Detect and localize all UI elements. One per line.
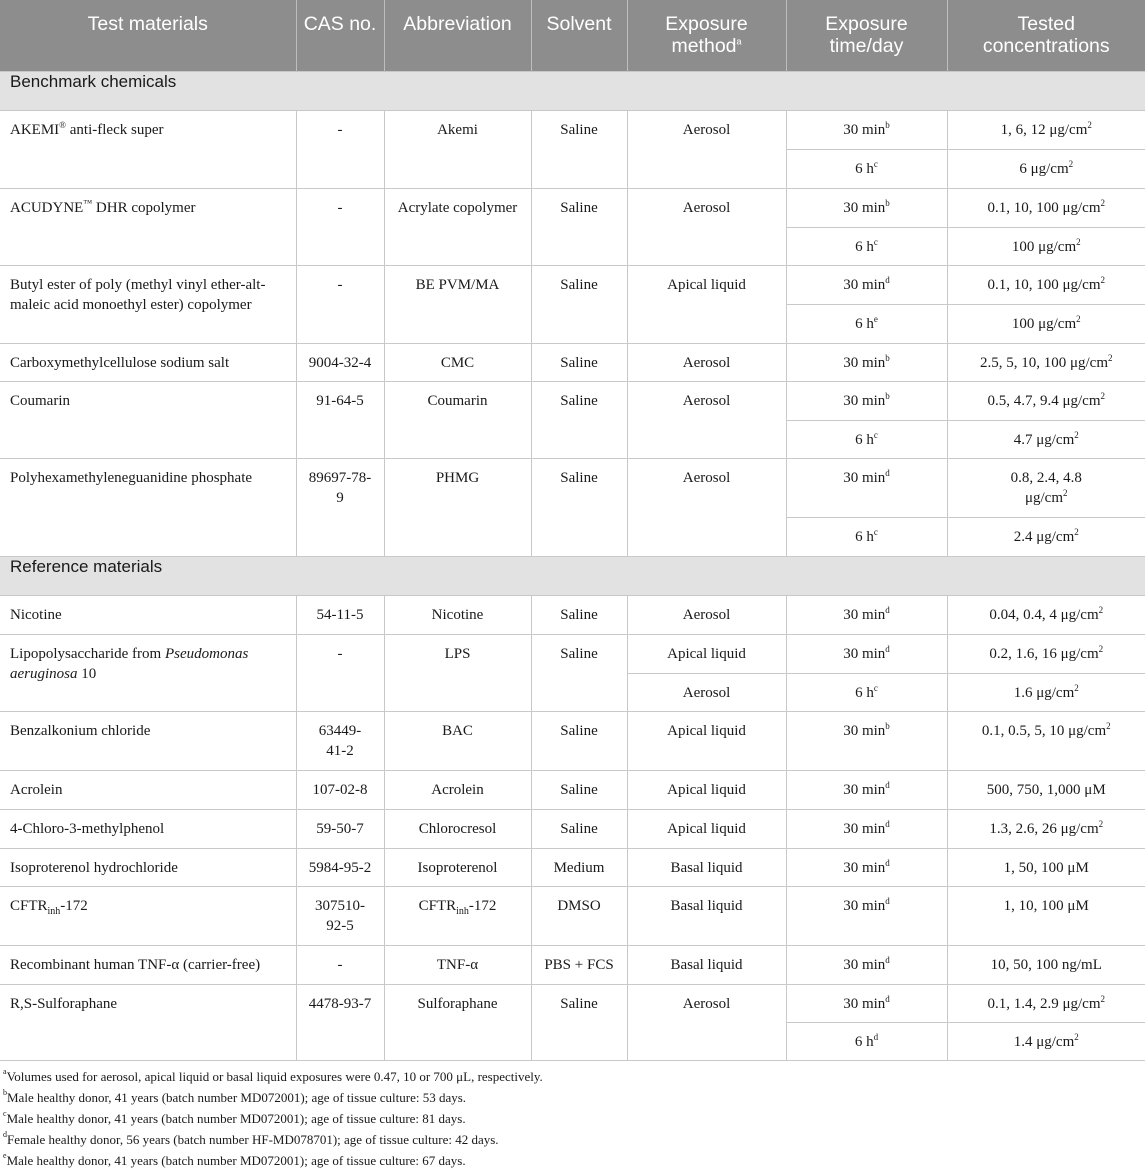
concentrations: 0.04, 0.4, 4 $\mu g/cm^2$	[947, 595, 1145, 634]
abbreviation: LPS	[384, 634, 531, 711]
material-name: $CFTR_{inh}-172$	[0, 886, 296, 945]
concentrations: 0.1, 10, 100 $\mu g/cm^2$	[947, 188, 1145, 227]
solvent: Saline	[531, 458, 627, 556]
concentrations: 500, 750, 1,000 μM	[947, 770, 1145, 809]
abbreviation: BAC	[384, 711, 531, 770]
table-row	[0, 984, 1145, 1022]
exposure-time: 30 $\min^d$	[786, 265, 947, 304]
exposure-time: 30 $\min^d$	[786, 945, 947, 984]
exposure-method: Aerosol	[627, 458, 786, 556]
cas-number: 54-11-5	[296, 595, 384, 634]
solvent: Saline	[531, 381, 627, 458]
section-title: Reference materials	[0, 556, 1145, 595]
table-row	[0, 188, 1145, 227]
abbreviation: Acrylate copolymer	[384, 188, 531, 265]
concentrations: 0.2, 1.6, 16 $\mu g/cm^2$	[947, 634, 1145, 673]
cas-number: 4478-93-7	[296, 984, 384, 1060]
exposure-method: Apical liquid	[627, 770, 786, 809]
exposure-method: Aerosol	[627, 673, 786, 711]
concentrations: 0.5, 4.7, 9.4 $\mu g/cm^2$	[947, 381, 1145, 420]
cas-number: 59-50-7	[296, 809, 384, 848]
table-row	[0, 595, 1145, 634]
exposure-time: 30 $\min^d$	[786, 595, 947, 634]
abbreviation: Akemi	[384, 110, 531, 188]
table-row	[0, 634, 1145, 673]
exposure-time: 30 $\min^d$	[786, 984, 947, 1022]
solvent: Saline	[531, 770, 627, 809]
exposure-time: 30 $\min^d$	[786, 809, 947, 848]
exposure-time: 30 $\min^d$	[786, 886, 947, 945]
concentrations: 1, 50, 100 μM	[947, 848, 1145, 886]
table-row	[0, 945, 1145, 984]
concentrations: 100 $\mu g/cm^2$	[947, 304, 1145, 343]
exposure-time: 30 $\min^b$	[786, 381, 947, 420]
footnote-c: $^c$Male healthy donor, 41 years (batch number MD072001); age of tissue culture: 81 days.	[3, 1109, 466, 1126]
solvent: PBS + FCS	[531, 945, 627, 984]
material-name: Polyhexamethyleneguanidine phosphate	[0, 458, 296, 556]
cas-number: 63449-41-2	[296, 711, 384, 770]
concentrations: 2.4 $\mu g/cm^2$	[947, 517, 1145, 556]
exposure-time: 30 $\min^d$	[786, 634, 947, 673]
concentrations: 0.8, 2.4, 4.8 $\mu g/cm^2$	[947, 458, 1145, 517]
table-row	[0, 265, 1145, 304]
exposure-time: 6 $h^c$	[786, 227, 947, 265]
exposure-method: Apical liquid	[627, 634, 786, 673]
material-name: Lipopolysaccharide from Pseudomonas aeruginosa 10	[0, 634, 296, 711]
solvent: Saline	[531, 265, 627, 343]
table-row	[0, 343, 1145, 381]
cas-number: 5984-95-2	[296, 848, 384, 886]
material-name: Benzalkonium chloride	[0, 711, 296, 770]
exposure-time: 30 $\min^b$	[786, 343, 947, 381]
exposure-method: Basal liquid	[627, 848, 786, 886]
cas-number: 107-02-8	[296, 770, 384, 809]
table-row	[0, 458, 1145, 517]
footnotes	[0, 1066, 1145, 1171]
exposure-time: 6 $h^d$	[786, 1022, 947, 1060]
concentrations: 1, 10, 100 μM	[947, 886, 1145, 945]
exposure-time: 30 $\min^b$	[786, 110, 947, 149]
concentrations: 4.7 $\mu g/cm^2$	[947, 420, 1145, 458]
section-row-reference	[0, 556, 1145, 595]
header-solvent: Solvent	[531, 0, 627, 71]
solvent: Saline	[531, 984, 627, 1060]
material-name: Nicotine	[0, 595, 296, 634]
header-cas-no: CAS no.	[296, 0, 384, 71]
table-row	[0, 770, 1145, 809]
exposure-time: 6 $h^c$	[786, 673, 947, 711]
material-name: R,S-Sulforaphane	[0, 984, 296, 1060]
abbreviation: Acrolein	[384, 770, 531, 809]
concentrations: 1.6 $\mu g/cm^2$	[947, 673, 1145, 711]
table-row	[0, 848, 1145, 886]
abbreviation: $CFTR_{inh}-172$	[384, 886, 531, 945]
exposure-time: 6 $h^c$	[786, 517, 947, 556]
exposure-time: 30 $\min^b$	[786, 188, 947, 227]
header-test-materials: Test materials	[0, 0, 296, 71]
abbreviation: Coumarin	[384, 381, 531, 458]
exposure-method: Aerosol	[627, 188, 786, 265]
cas-number: 9004-32-4	[296, 343, 384, 381]
exposure-time: 30 $\min^d$	[786, 848, 947, 886]
material-name: ACUDYNE™ DHR copolymer	[0, 188, 296, 265]
cas-number: -	[296, 188, 384, 265]
cas-number: -	[296, 265, 384, 343]
header-abbreviation: Abbreviation	[384, 0, 531, 71]
material-name: 4-Chloro-3-methylphenol	[0, 809, 296, 848]
exposure-method: Apical liquid	[627, 809, 786, 848]
concentrations: 1.3, 2.6, 26 $\mu g/cm^2$	[947, 809, 1145, 848]
solvent: Saline	[531, 711, 627, 770]
exposure-method: Aerosol	[627, 343, 786, 381]
concentrations: 2.5, 5, 10, 100 $\mu g/cm^2$	[947, 343, 1145, 381]
footnote-a: $^a$Volumes used for aerosol, apical liquid or basal liquid exposures were 0.47, 10 or 700 μL, respectively.	[3, 1067, 543, 1084]
abbreviation: Chlorocresol	[384, 809, 531, 848]
exposure-time: 6 $h^c$	[786, 149, 947, 188]
exposure-method: Basal liquid	[627, 945, 786, 984]
solvent: Saline	[531, 110, 627, 188]
solvent: Saline	[531, 188, 627, 265]
material-name: AKEMI® anti-fleck super	[0, 110, 296, 188]
footnote-e: $^e$Male healthy donor, 41 years (batch number MD072001); age of tissue culture: 67 days.	[3, 1151, 466, 1168]
material-name: Acrolein	[0, 770, 296, 809]
cas-number: 307510-92-5	[296, 886, 384, 945]
cas-number: 89697-78-9	[296, 458, 384, 556]
abbreviation: CMC	[384, 343, 531, 381]
concentrations: 0.1, 0.5, 5, 10 $\mu g/cm^2$	[947, 711, 1145, 770]
solvent: Saline	[531, 634, 627, 711]
abbreviation: Sulforaphane	[384, 984, 531, 1060]
exposure-method: Aerosol	[627, 381, 786, 458]
abbreviation: Isoproterenol	[384, 848, 531, 886]
exposure-method: Apical liquid	[627, 265, 786, 343]
header-exposure-time: Exposure time/day	[786, 0, 947, 71]
abbreviation: PHMG	[384, 458, 531, 556]
material-name: Carboxymethylcellulose sodium salt	[0, 343, 296, 381]
abbreviation: Nicotine	[384, 595, 531, 634]
table-row	[0, 886, 1145, 945]
header-row	[0, 0, 1145, 71]
material-name: Coumarin	[0, 381, 296, 458]
cas-number: -	[296, 634, 384, 711]
concentrations: 1, 6, 12 $\mu g/cm^2$	[947, 110, 1145, 149]
cas-number: -	[296, 945, 384, 984]
cas-number: -	[296, 110, 384, 188]
concentrations: 10, 50, 100 ng/mL	[947, 945, 1145, 984]
table-row	[0, 110, 1145, 149]
footnote-b: $^b$Male healthy donor, 41 years (batch number MD072001); age of tissue culture: 53 days.	[3, 1088, 467, 1105]
solvent: Saline	[531, 343, 627, 381]
section-title: Benchmark chemicals	[0, 71, 1145, 110]
exposure-time: 6 $h^c$	[786, 420, 947, 458]
exposure-method: Aerosol	[627, 595, 786, 634]
exposure-method: Aerosol	[627, 110, 786, 188]
solvent: DMSO	[531, 886, 627, 945]
header-exposure-method: Exposure method$^a$	[627, 0, 786, 71]
concentrations: 1.4 $\mu g/cm^2$	[947, 1022, 1145, 1060]
material-name: Isoproterenol hydrochloride	[0, 848, 296, 886]
exposure-time: 6 $h^e$	[786, 304, 947, 343]
concentrations: 100 $\mu g/cm^2$	[947, 227, 1145, 265]
material-name: Recombinant human TNF-α (carrier-free)	[0, 945, 296, 984]
solvent: Medium	[531, 848, 627, 886]
table-row	[0, 711, 1145, 770]
material-name: Butyl ester of poly (methyl vinyl ether-alt-maleic acid monoethyl ester) copolymer	[0, 265, 296, 343]
concentrations: 0.1, 1.4, 2.9 $\mu g/cm^2$	[947, 984, 1145, 1022]
exposure-method: Basal liquid	[627, 886, 786, 945]
exposure-time: 30 $\min^d$	[786, 458, 947, 517]
concentrations: 0.1, 10, 100 $\mu g/cm^2$	[947, 265, 1145, 304]
table-row	[0, 381, 1145, 420]
exposure-method: Apical liquid	[627, 711, 786, 770]
abbreviation: BE PVM/MA	[384, 265, 531, 343]
table-row	[0, 809, 1145, 848]
concentrations: 6 $\mu g/cm^2$	[947, 149, 1145, 188]
cas-number: 91-64-5	[296, 381, 384, 458]
header-tested-concentrations: Tested concentrations	[947, 0, 1145, 71]
abbreviation: TNF-α	[384, 945, 531, 984]
solvent: Saline	[531, 595, 627, 634]
exposure-method: Aerosol	[627, 984, 786, 1060]
exposure-time: 30 $\min^b$	[786, 711, 947, 770]
section-row-benchmark	[0, 71, 1145, 110]
exposure-time: 30 $\min^d$	[786, 770, 947, 809]
solvent: Saline	[531, 809, 627, 848]
footnote-d: $^d$Female healthy donor, 56 years (batch number HF-MD078701); age of tissue culture: 42 days.	[3, 1130, 499, 1147]
